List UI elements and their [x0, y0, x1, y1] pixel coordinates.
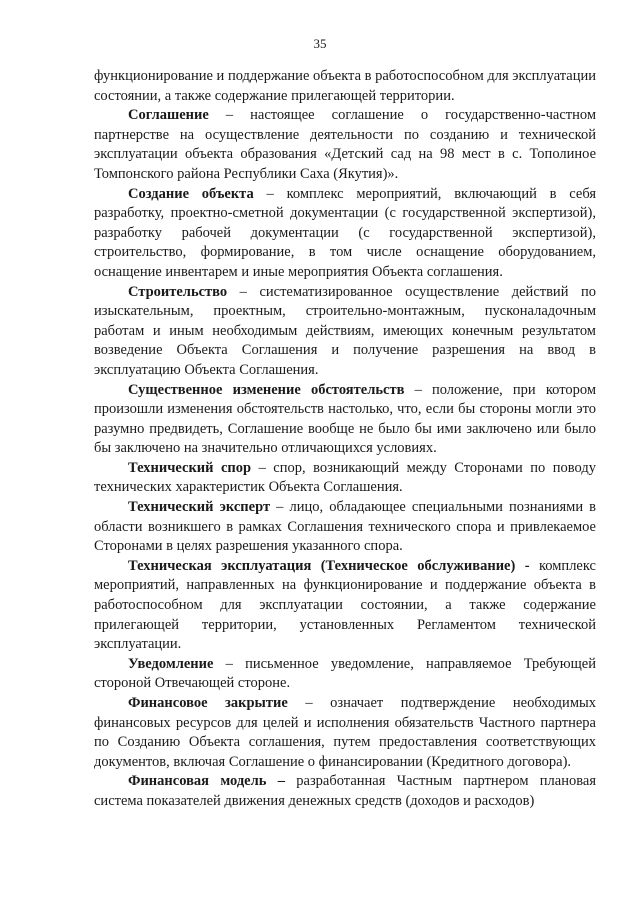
definition-paragraph [94, 459, 596, 498]
definition-term: Существенное изменение обстоятельств [128, 381, 405, 398]
definition-paragraph [94, 772, 596, 811]
definition-term: Финансовая модель – [128, 773, 285, 790]
paragraph-continuation [94, 67, 596, 106]
definition-text: – настоящее соглашение о государственно-частном партнерстве на осуществление деятельности по созданию и технической эксплуатации объекта образования «Детский сад на 98 мест в с. Тополиное Томпонского района Республики Саха (Якутия)». [94, 107, 596, 182]
definition-paragraph [94, 185, 596, 283]
definition-paragraph [94, 655, 596, 694]
definition-term: Техническая эксплуатация (Техническое обслуживание) - [128, 557, 530, 574]
definition-term: Строительство [128, 283, 228, 300]
definition-paragraph [94, 694, 596, 772]
definition-paragraph [94, 106, 596, 184]
definition-paragraph [94, 381, 596, 459]
definition-term: Финансовое закрытие [128, 695, 288, 711]
definition-text: – комплекс мероприятий, включающий в себя разработку, проектно-сметной документации (с государственной экспертизой), разработку рабочей документации (с государственной экспертизой), строительство, формирование, в том числе оснащение оборудованием, оснащение инвентарем и иные мероприятия Объекта соглашения. [94, 185, 597, 280]
definition-text: – положение, при котором произошли изменения обстоятельств настолько, что, если бы стороны могли это разумно предвидеть, Соглашение вообще не было бы ими заключено или было бы заключено на значительно отличающихся условиях. [94, 381, 596, 457]
definition-text: – письменное уведомление, направляемое Требующей стороной Отвечающей стороне. [94, 655, 596, 692]
definition-text: – лицо, обладающее специальными познаниями в области возникшего в рамках Соглашения технического спора и привлекаемое Сторонами в целях разрешения указанного спора. [94, 499, 597, 555]
definition-paragraph [94, 557, 596, 655]
definition-term: Технический эксперт [128, 499, 271, 516]
page-number: 35 [313, 36, 327, 51]
definition-text: комплекс мероприятий, направленных на функционирование и поддержание объекта в работоспособном для эксплуатации состоянии, а также содержание прилегающей территории, установленных Регламентом технической эксплуатации. [94, 557, 596, 653]
definition-term: Создание объекта [128, 185, 254, 202]
paragraph-text: функционирование и поддержание объекта в работоспособном для эксплуатации состоянии, а также содержание прилегающей территории. [94, 68, 596, 104]
definition-term: Уведомление [128, 655, 214, 672]
definition-text: – систематизированное осуществление действий по изыскательным, проектным, строительно-монтажным, пусконаладочным работам и иным необходимым действиям, имеющих конечным результатом возведение Объекта Соглашения и получение разрешения на ввод в эксплуатацию Объекта Соглашения. [94, 283, 596, 378]
definition-text: разработанная Частным партнером плановая система показателей движения денежных средств (доходов и расходов) [94, 773, 596, 809]
definition-text: – спор, возникающий между Сторонами по поводу технических характеристик Объекта Соглашения. [94, 459, 596, 496]
definition-term: Технический спор [128, 459, 252, 476]
definition-text: – означает подтверждение необходимых финансовых ресурсов для целей и исполнения обязательств Частного партнера по Созданию Объекта соглашения, путем предоставления соответствующих документов, включая Соглашение о финансировании (Кредитного договора). [94, 695, 596, 770]
definition-paragraph [94, 283, 596, 381]
definition-paragraph [94, 498, 596, 557]
definition-term: Соглашение [128, 107, 209, 124]
document-body [94, 67, 596, 812]
